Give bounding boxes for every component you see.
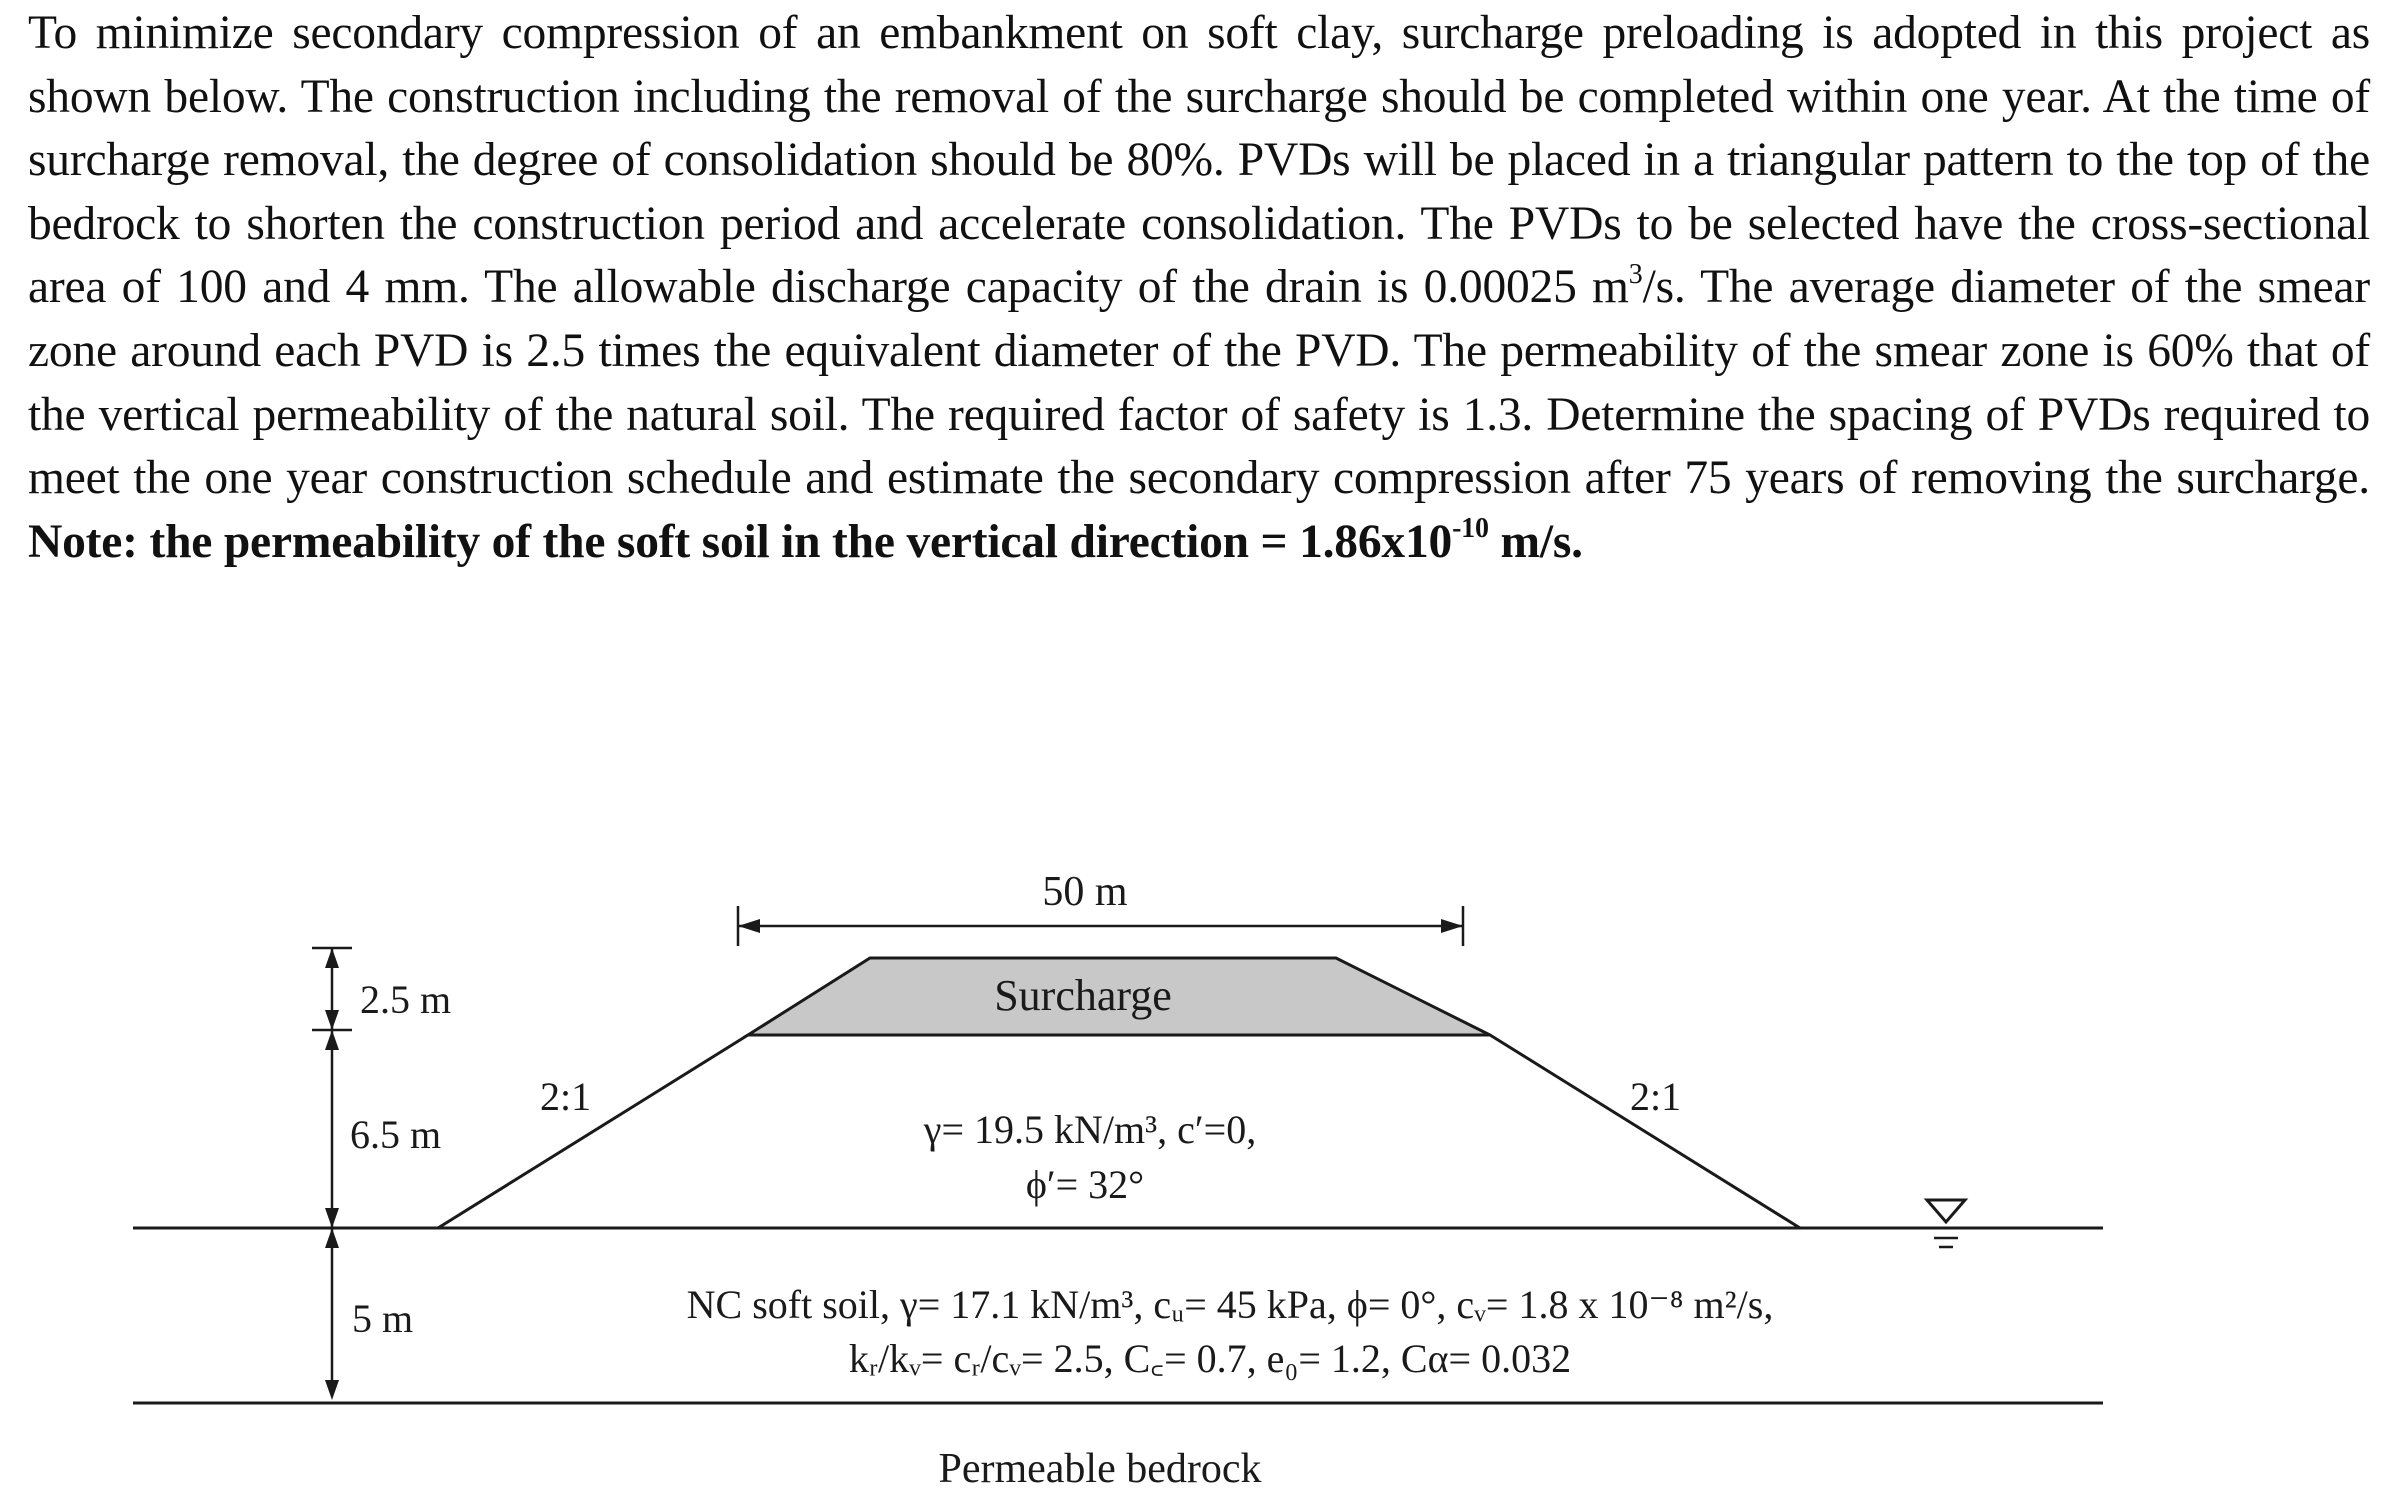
note-superscript: -10 — [1452, 512, 1489, 544]
problem-intro: To minimize secondary compression of an embankment on soft clay, surcharge preloading is adopted in this project as shown below. The construction including the removal of the surcharge should be completed within one year. At the time of surcharge removal, the degree of consolidation should be 80%. PVDs will be placed in a triangular pattern to the top of the bedrock to shorten the construction period and accelerate consolidation. The PVDs to be selected have the cross-sectional area of 100 and 4 mm. The allowable discharge capacity of the drain is 0.00025 m — [28, 7, 2370, 314]
dim-surcharge-label: 2.5 m — [360, 977, 452, 1022]
soil-props-line1: NC soft soil, γ= 17.1 kN/m³, cᵤ= 45 kPa, ϕ= 0°, cᵥ= 1.8 x 10⁻⁸ m²/s, — [686, 1282, 1774, 1327]
soil-props-line2: kᵣ/kᵥ= cᵣ/cᵥ= 2.5, C꜀= 0.7, e₀= 1.2, Cα= 0.032 — [848, 1336, 1572, 1381]
note-prefix: Note: the permeability of the soft soil in the vertical direction = 1.86x10 — [28, 515, 1453, 568]
bedrock-label: Permeable bedrock — [938, 1446, 1262, 1492]
water-table-icon — [1927, 1200, 1965, 1247]
slope-right-label: 2:1 — [1630, 1074, 1682, 1119]
problem-intro-superscript: 3 — [1628, 258, 1643, 290]
width-label: 50 m — [1042, 869, 1128, 915]
dim-embankment-label: 6.5 m — [350, 1112, 442, 1157]
embankment-props-line1: γ= 19.5 kN/m³, c′=0, — [923, 1107, 1257, 1152]
embankment-props-line2: ϕ′= 32° — [1025, 1162, 1145, 1207]
slope-left-label: 2:1 — [540, 1074, 592, 1119]
note-suffix: m/s. — [1488, 515, 1583, 568]
vertical-dimension — [312, 948, 352, 1400]
dim-soil-label: 5 m — [352, 1296, 414, 1341]
surcharge-label: Surcharge — [994, 971, 1172, 1020]
problem-body: /s. The average diameter of the smear zone around each PVD is 2.5 times the equivalent diameter of the PVD. The permeability of the smear zone is 60% that of the vertical permeability of the natural soil. The required factor of safety is 1.3. Determine the spacing of PVDs required to meet the one year construction schedule and estimate the secondary compression after 75 years of removing the surcharge. — [28, 261, 2370, 505]
